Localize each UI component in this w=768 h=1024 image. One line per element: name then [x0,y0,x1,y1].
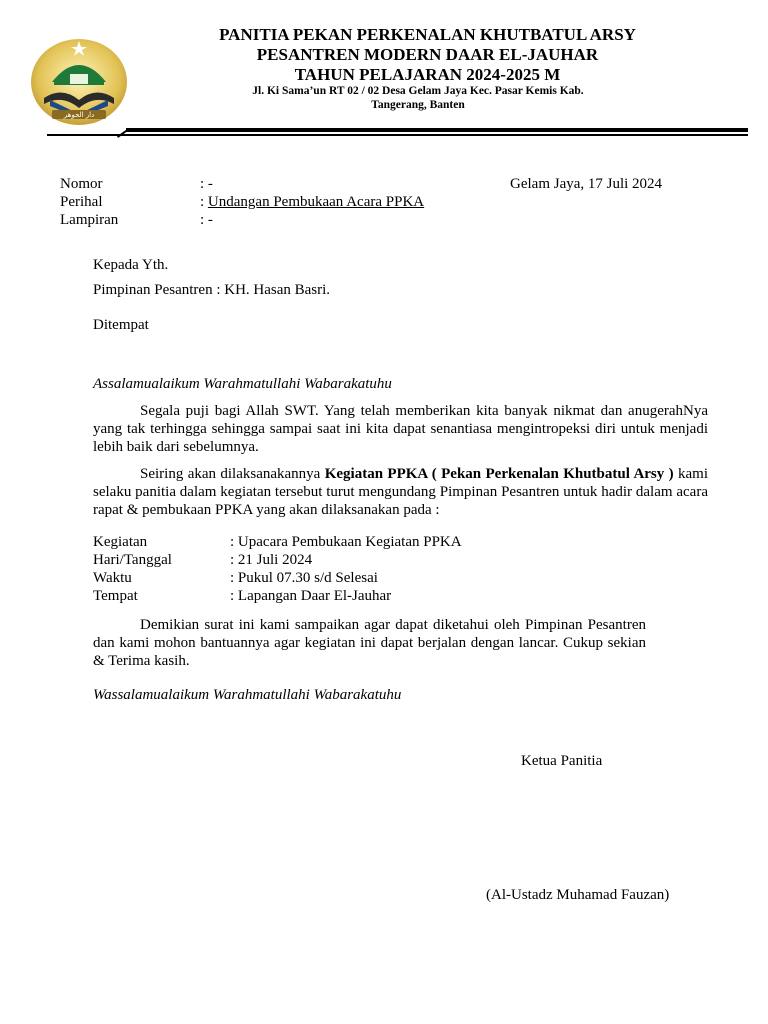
detail-label: Hari/Tanggal [93,552,172,568]
detail-row [93,533,653,551]
detail-value: : 21 Juli 2024 [230,552,313,568]
header-rule-thin [47,134,748,136]
school-logo [30,38,128,126]
detail-label: Waktu [93,570,132,586]
header-school: PESANTREN MODERN DAAR EL-JAUHAR [256,45,599,64]
perihal-value: Undangan Pembukaan Acara PPKA [207,194,425,210]
letter-meta [60,175,680,229]
lampiran-value: : - [200,212,213,228]
meta-perihal [60,193,680,211]
paragraph-2-pre: Seiring akan dilaksanakannya [140,466,325,482]
lampiran-label: Lampiran [60,212,119,228]
perihal-value-wrap [200,193,424,211]
logo-text: دار الجوهر [63,111,95,119]
recipient-salutation: Kepada Yth. [93,257,169,273]
header-year: TAHUN PELAJARAN 2024-2025 M [294,65,561,84]
paragraph-2-event: Kegiatan PPKA ( Pekan Perkenalan Khutbatul Arsy ) [324,466,674,482]
header-rule-diagonal [117,128,130,138]
recipient-name: Pimpinan Pesantren : KH. Hasan Basri. [93,282,331,298]
nomor-label: Nomor [60,176,103,192]
signature-name: (Al-Ustadz Muhamad Fauzan) [486,887,670,903]
event-details [93,533,653,605]
detail-value: : Lapangan Daar El-Jauhar [230,588,392,604]
recipient-place: Ditempat [93,317,149,333]
nomor-value: : - [200,176,213,192]
detail-value: : Upacara Pembukaan Kegiatan PPKA [230,534,462,550]
detail-label: Kegiatan [93,534,148,550]
paragraph-2 [93,465,708,519]
header-address-1: Jl. Ki Sama’un RT 02 / 02 Desa Gelam Jaya Kec. Pasar Kemis Kab. [252,85,584,97]
detail-row [93,569,653,587]
paragraph-3: Demikian surat ini kami sampaikan agar dapat diketahui oleh Pimpinan Pesantren dan kami mohon bantuannya agar kegiatan ini dapat berjalan dengan lancar. Cukup sekian & Terima kasih. [93,617,646,669]
greeting: Assalamualaikum Warahmatullahi Wabarakatuhu [93,376,392,392]
detail-label: Tempat [93,588,138,604]
letter-date: Gelam Jaya, 17 Juli 2024 [510,176,663,192]
detail-value: : Pukul 07.30 s/d Selesai [230,570,378,586]
detail-row [93,551,653,569]
detail-row [93,587,653,605]
header-rule-thick [126,128,748,132]
header-committee: PANITIA PEKAN PERKENALAN KHUTBATUL ARSY [219,25,636,44]
perihal-colon: : [200,194,208,210]
paragraph-2-post: kami selaku panitia dalam kegiatan tersebut turut mengundang Pimpinan Pesantren untuk hadir dalam acara rapat & pembukaan PPKA yang akan dilaksanakan pada : [93,466,708,518]
perihal-label: Perihal [60,194,103,210]
meta-lampiran [60,211,680,229]
signature-title: Ketua Panitia [521,753,603,769]
header-address-2: Tangerang, Banten [371,99,465,111]
closing: Wassalamualaikum Warahmatullahi Wabarakatuhu [93,687,402,703]
meta-nomor [60,175,680,193]
paragraph-1: Segala puji bagi Allah SWT. Yang telah memberikan kita banyak nikmat dan anugerahNya yang tak terhingga sehingga sampai saat ini kita dapat senantiasa mengintropeksi diri untuk menjadi lebih baik dari sebelumnya. [93,403,708,455]
